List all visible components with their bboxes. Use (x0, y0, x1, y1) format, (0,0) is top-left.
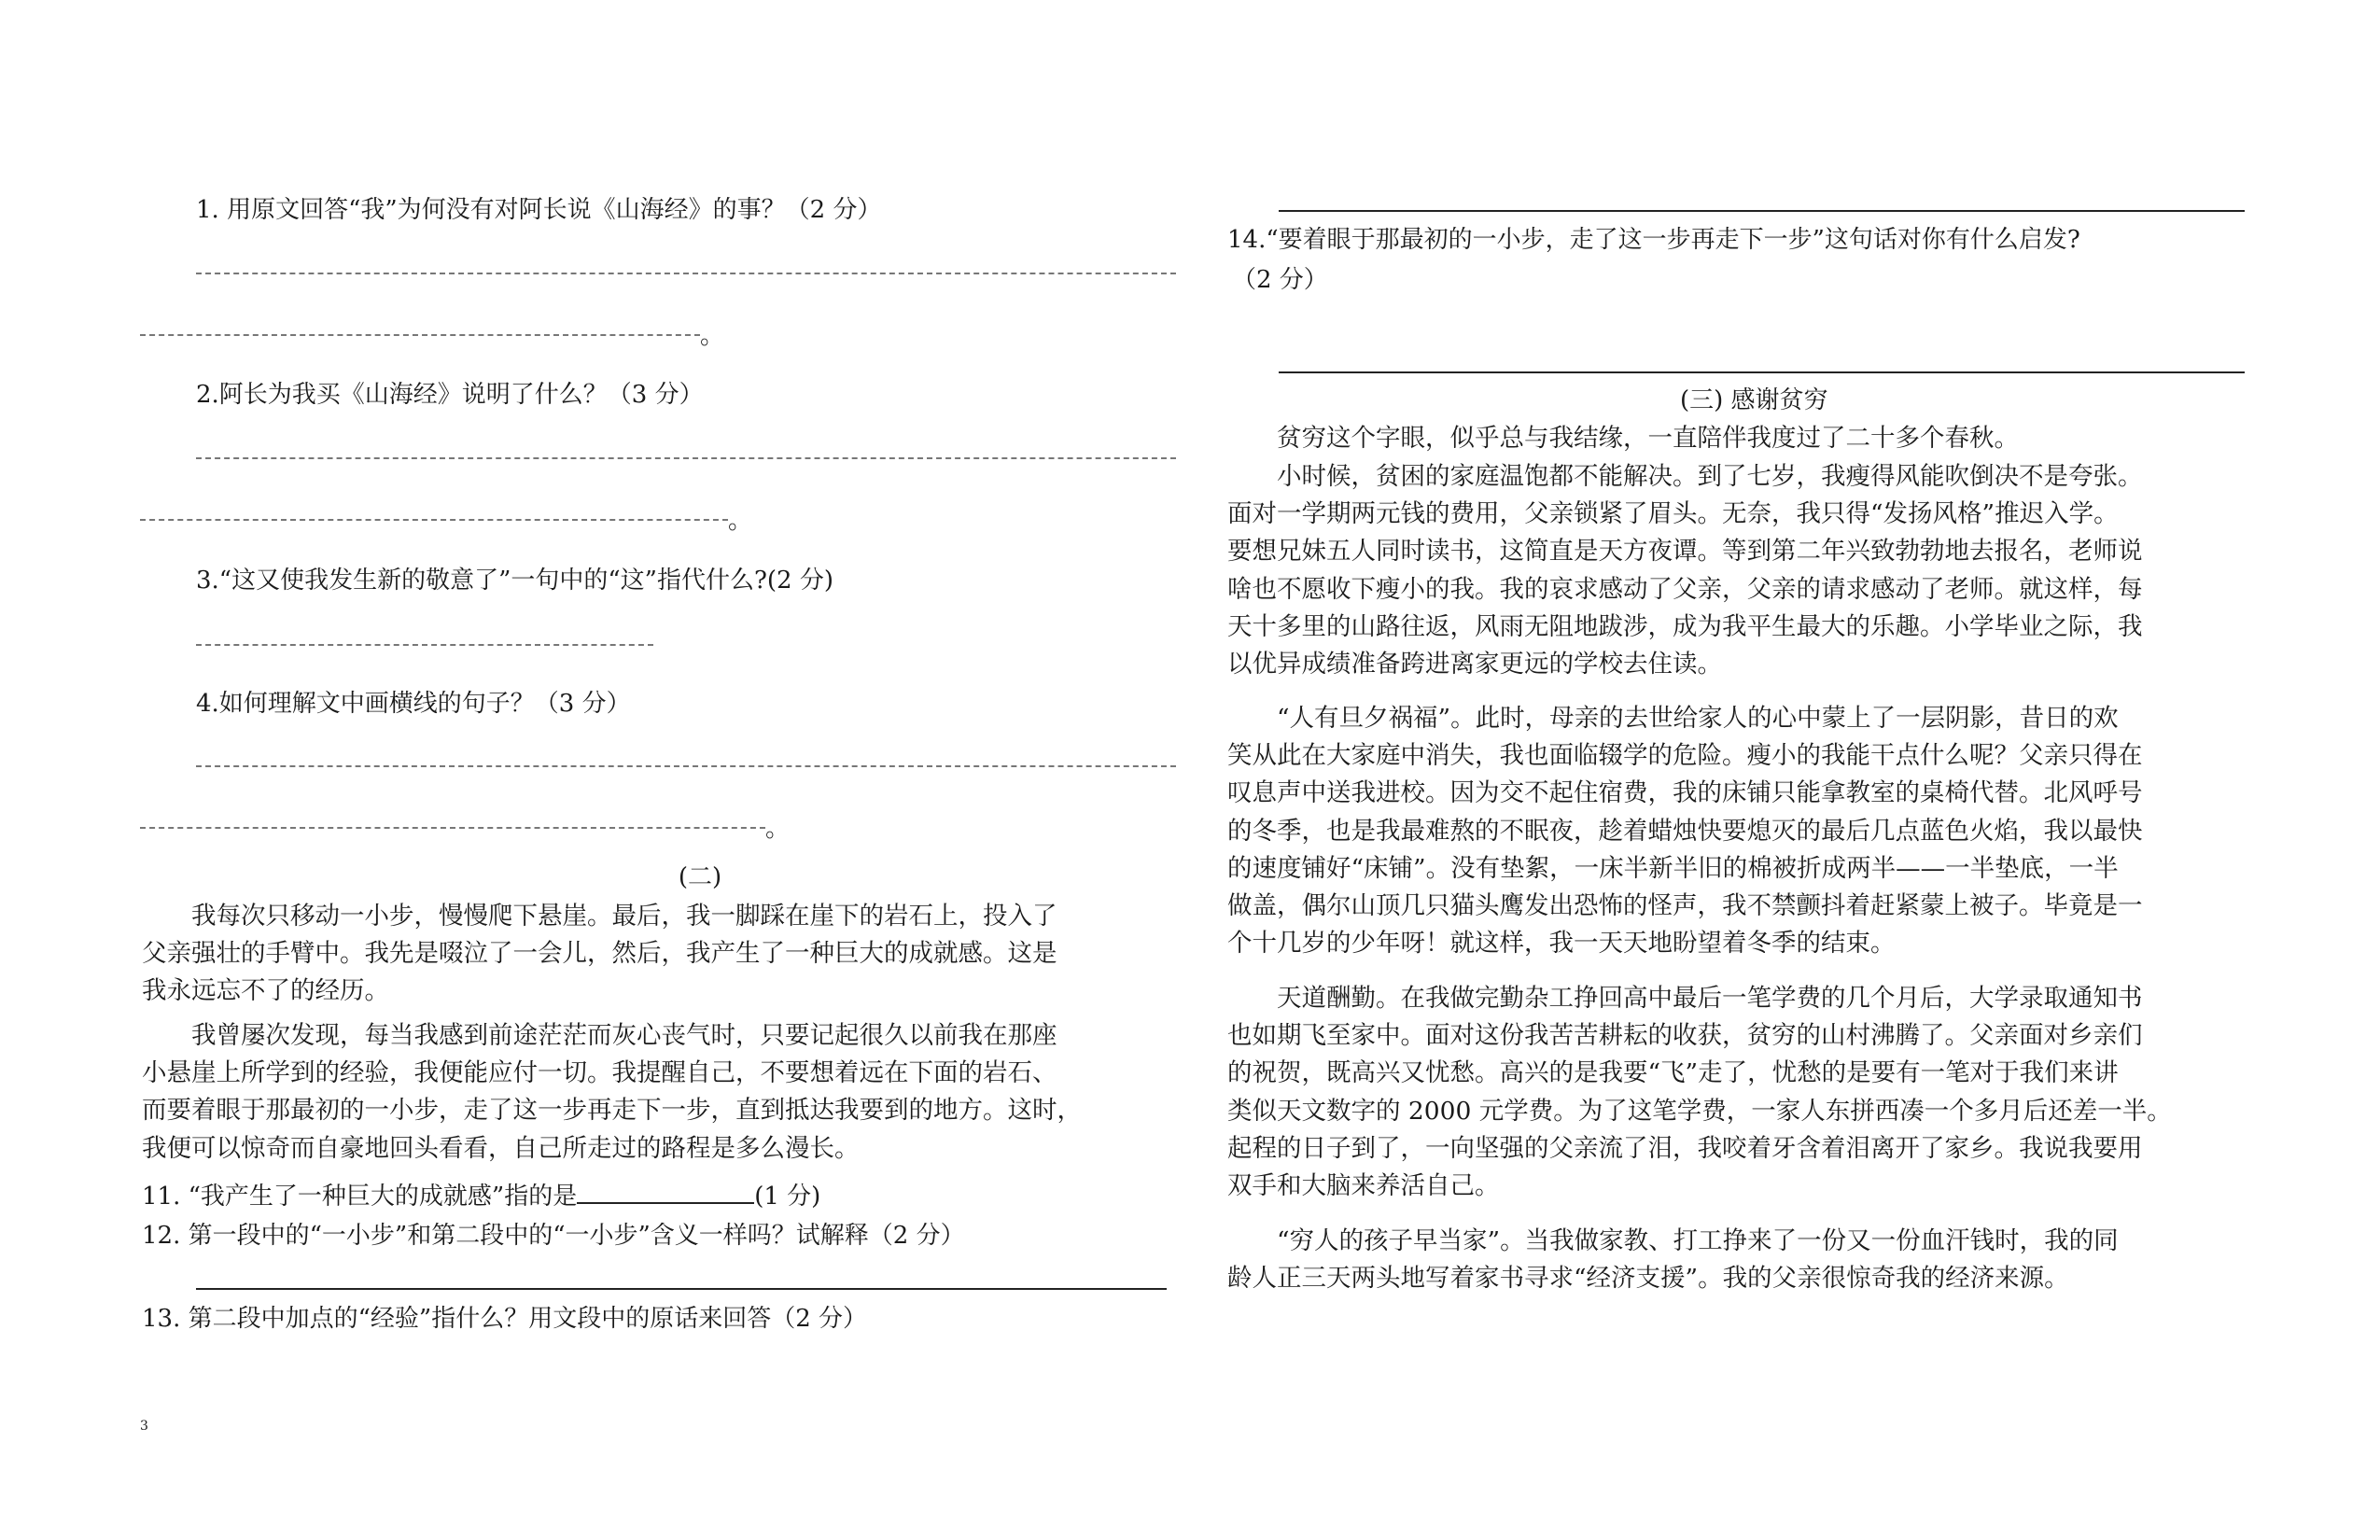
text-line: 天道酬勤。在我做完勤杂工挣回高中最后一笔学费的几个月后，大学录取通知书 (1277, 984, 2143, 1013)
text-line: 而要着眼于那最初的一小步，走了这一步再走下一步，直到抵达我要到的地方。这时， (142, 1096, 1082, 1126)
question-4: 4.如何理解文中画横线的句子？（3 分） (196, 690, 631, 718)
question-1: 1. 用原文回答“我”为何没有对阿长说《山海经》的事？（2 分） (196, 196, 882, 224)
answer-line-q14[interactable] (1279, 371, 2245, 373)
text-line: 面对一学期两元钱的费用，父亲锁紧了眉头。无奈，我只得“发扬风格”推迟入学。 (1227, 499, 2119, 529)
question-3: 3.“这又使我发生新的敬意了”一句中的“这”指代什么?(2 分) (196, 567, 834, 595)
text-line: 起程的日子到了，一向坚强的父亲流了泪，我咬着牙含着泪离开了家乡。我说我要用 (1227, 1133, 2143, 1163)
passage-3-paragraph-5 (1227, 1223, 2249, 1297)
text-line: 做盖，偶尔山顶几只猫头鹰发出恐怖的怪声，我不禁颤抖着赶紧蒙上被子。毕竟是一 (1227, 891, 2143, 921)
text-line: 类似天文数字的 2000 元学费。为了这笔学费，一家人东拼西凑一个多月后还差一半。 (1227, 1096, 2172, 1126)
text-line: 要想兄妹五人同时读书，这简直是天方夜谭。等到第二年兴致勃勃地去报名，老师说 (1227, 537, 2143, 567)
answer-line-q4a[interactable] (196, 765, 1176, 767)
text-line: 也如期飞至家中。面对这份我苦苦耕耘的收获，贫穷的山村沸腾了。父亲面对乡亲们 (1227, 1021, 2143, 1051)
text-line: 龄人正三天两头地写着家书寻求“经济支援”。我的父亲很惊奇我的经济来源。 (1227, 1264, 2069, 1294)
text-line: 的祝贺，既高兴又忧愁。高兴的是我要“飞”走了，忧愁的是要有一笔对于我们来讲 (1227, 1058, 2119, 1088)
answer-line-q12[interactable] (196, 1288, 1167, 1290)
passage-3-paragraph-4 (1227, 980, 2249, 1205)
text-line: 啥也不愿收下瘦小的我。我的哀求感动了父亲，父亲的请求感动了老师。就这样，每 (1227, 574, 2143, 604)
answer-line-q3[interactable] (196, 644, 653, 646)
question-12: 12. 第一段中的“一小步”和第二段中的“一小步”含义一样吗？试解释（2 分） (142, 1222, 965, 1250)
question-11-score: (1 分) (754, 1183, 821, 1211)
page-number: 3 (140, 1419, 148, 1434)
passage-3-paragraph-1 (1227, 420, 2249, 457)
question-14: 14.“要着眼于那最初的一小步，走了这一步再走下一步”这句话对你有什么启发? (1227, 226, 2080, 254)
section-2-title: (二) (678, 863, 722, 891)
passage-2-paragraph-1 (142, 898, 1164, 1011)
answer-blank-q11[interactable] (577, 1180, 754, 1204)
end-mark: 。 (728, 507, 753, 535)
end-mark: 。 (700, 322, 725, 350)
answer-line-q4b[interactable] (140, 827, 765, 829)
text-line: 个十几岁的少年呀！就这样，我一天天地盼望着冬季的结束。 (1227, 929, 1896, 959)
text-line: 小悬崖上所学到的经验，我便能应付一切。我提醒自己，不要想着远在下面的岩石、 (142, 1058, 1057, 1088)
answer-line-q2b[interactable] (140, 519, 728, 521)
text-line: “人有旦夕祸福”。此时，母亲的去世给家人的心中蒙上了一层阴影，昔日的欢 (1277, 704, 2119, 733)
answer-line-q1b[interactable] (140, 334, 700, 336)
question-2: 2.阿长为我买《山海经》说明了什么？（3 分） (196, 381, 704, 409)
text-line: 贫穷这个字眼，似乎总与我结缘，一直陪伴我度过了二十多个春秋。 (1277, 424, 2019, 453)
text-line: 的速度铺好“床铺”。没有垫絮，一床半新半旧的棉被折成两半——一半垫底，一半 (1227, 853, 2119, 883)
end-mark: 。 (765, 815, 791, 843)
text-line: 我曾屡次发现，每当我感到前途茫茫而灰心丧气时，只要记起很久以前我在那座 (191, 1021, 1057, 1050)
question-11 (142, 1178, 820, 1215)
text-line: 小时候，贫困的家庭温饱都不能解决。到了七岁，我瘦得风能吹倒决不是夸张。 (1277, 462, 2143, 491)
text-line: 笑从此在大家庭中消失，我也面临辍学的危险。瘦小的我能干点什么呢？父亲只得在 (1227, 741, 2143, 771)
text-line: 叹息声中送我进校。因为交不起住宿费，我的床铺只能拿教室的桌椅代替。北风呼号 (1227, 778, 2143, 808)
passage-3-paragraph-2 (1227, 458, 2249, 683)
question-13: 13. 第二段中加点的“经验”指什么？用文段中的原话来回答（2 分） (142, 1305, 868, 1333)
section-3-title: (三) 感谢贫穷 (1680, 386, 1828, 414)
question-14-score: （2 分） (1232, 266, 1328, 294)
text-line: 双手和大脑来养活自己。 (1227, 1171, 1500, 1201)
answer-line-top[interactable] (1279, 210, 2245, 212)
text-line: 以优异成绩准备跨进离家更远的学校去住读。 (1227, 650, 1722, 679)
text-line: 我永远忘不了的经历。 (142, 976, 389, 1006)
text-line: 天十多里的山路往返，风雨无阻地跋涉，成为我平生最大的乐趣。小学毕业之际，我 (1227, 611, 2143, 641)
text-line: 父亲强壮的手臂中。我先是啜泣了一会儿，然后，我产生了一种巨大的成就感。这是 (142, 939, 1057, 969)
answer-line-q1a[interactable] (196, 273, 1176, 274)
answer-line-q2a[interactable] (196, 457, 1176, 459)
passage-3-paragraph-3 (1227, 700, 2249, 962)
text-line: 我便可以惊奇而自豪地回头看看，自己所走过的路程是多么漫长。 (142, 1133, 860, 1163)
passage-2-paragraph-2 (142, 1017, 1164, 1168)
text-line: 的冬季，也是我最难熬的不眠夜，趁着蜡烛快要熄灭的最后几点蓝色火焰，我以最快 (1227, 816, 2143, 846)
question-11-text: 11. “我产生了一种巨大的成就感”指的是 (142, 1183, 578, 1211)
text-line: 我每次只移动一小步，慢慢爬下悬崖。最后，我一脚踩在崖下的岩石上，投入了 (191, 902, 1057, 931)
text-line: “穷人的孩子早当家”。当我做家教、打工挣来了一份又一份血汗钱时，我的同 (1277, 1226, 2119, 1255)
